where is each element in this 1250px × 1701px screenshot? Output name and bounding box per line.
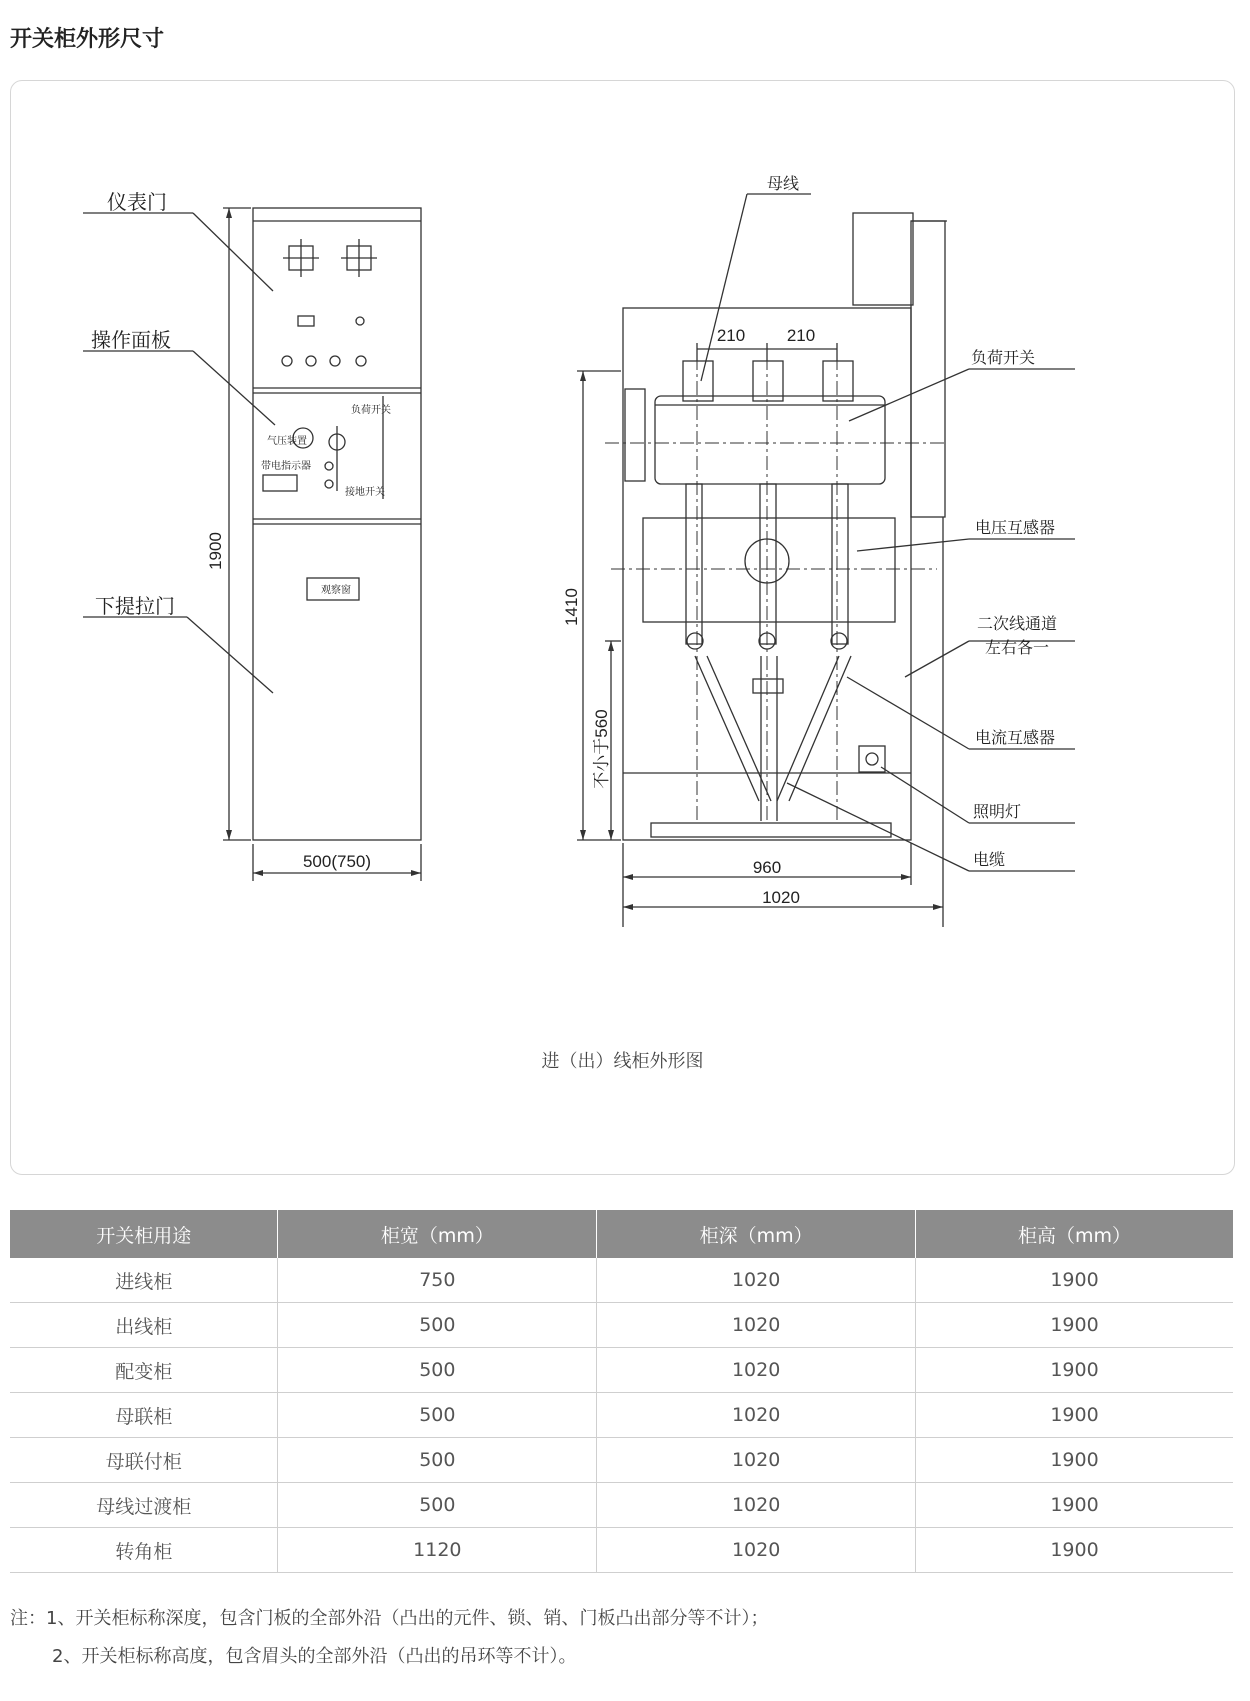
cell-usage: 母线过渡柜 [10, 1483, 278, 1528]
label-busbar: 母线 [767, 174, 800, 193]
label-cable: 电缆 [973, 850, 1006, 869]
table-row [10, 1483, 1233, 1528]
cell-depth: 1020 [597, 1393, 916, 1438]
label-live-indicator: 带电指示器 [261, 461, 311, 472]
page-title: 开关柜外形尺寸 [10, 27, 165, 52]
col-usage: 开关柜用途 [10, 1210, 278, 1258]
table-header-row [10, 1210, 1233, 1258]
dim-pitch-210-b: 210 [786, 326, 816, 345]
label-lower-door: 下提拉门 [95, 594, 175, 618]
cell-depth: 1020 [597, 1438, 916, 1483]
dimension-table [10, 1210, 1233, 1573]
note-1: 注：1、开关柜标称深度，包含门板的全部外沿（凸出的元件、锁、销、门板凸出部分等不计）； [10, 1608, 769, 1629]
cell-usage: 进线柜 [10, 1258, 278, 1303]
cell-height: 1900 [916, 1393, 1233, 1438]
cell-depth: 1020 [597, 1303, 916, 1348]
label-voltage-transformer: 电压互感器 [975, 518, 1056, 537]
label-observation-window: 观察窗 [321, 585, 351, 596]
table-row [10, 1348, 1233, 1393]
cell-width: 500 [278, 1438, 597, 1483]
table-row [10, 1258, 1233, 1303]
cell-width: 500 [278, 1303, 597, 1348]
figure-caption: 进（出）线柜外形图 [541, 1051, 704, 1072]
cell-depth: 1020 [597, 1258, 916, 1303]
dim-depth-1020: 1020 [762, 888, 800, 907]
cell-height: 1900 [916, 1258, 1233, 1303]
cell-usage: 配变柜 [10, 1348, 278, 1393]
dim-depth-960: 960 [752, 858, 782, 877]
table-row [10, 1528, 1233, 1573]
cell-width: 500 [278, 1483, 597, 1528]
label-current-transformer: 电流互感器 [975, 728, 1056, 747]
label-secondary-channel: 二次线通道 [977, 614, 1058, 633]
dim-height-1410: 1410 [562, 588, 581, 626]
cell-width: 1120 [278, 1528, 597, 1573]
cell-width: 500 [278, 1348, 597, 1393]
label-meter-door: 仪表门 [107, 190, 167, 214]
col-height: 柜高（mm） [916, 1210, 1233, 1258]
cell-width: 500 [278, 1393, 597, 1438]
cell-width: 750 [278, 1258, 597, 1303]
cell-usage: 出线柜 [10, 1303, 278, 1348]
cell-usage: 母联柜 [10, 1393, 278, 1438]
cell-height: 1900 [916, 1348, 1233, 1393]
dim-pitch-210-a: 210 [716, 326, 746, 345]
col-width: 柜宽（mm） [278, 1210, 597, 1258]
dim-min-560: 不小于560 [592, 709, 611, 789]
table-row [10, 1393, 1233, 1438]
label-panel-load-switch: 负荷开关 [351, 405, 391, 416]
cell-height: 1900 [916, 1483, 1233, 1528]
dim-height-1900: 1900 [206, 532, 225, 570]
label-each-side: 左右各一 [985, 638, 1050, 657]
dim-width-500-750: 500(750) [302, 852, 372, 871]
drawing-panel [10, 80, 1235, 1175]
cell-depth: 1020 [597, 1528, 916, 1573]
cell-depth: 1020 [597, 1348, 916, 1393]
label-load-switch: 负荷开关 [971, 348, 1036, 367]
label-gas-pressure: 气压装置 [267, 436, 307, 447]
cabinet-drawing [11, 81, 1234, 1174]
label-operation-panel: 操作面板 [91, 328, 171, 352]
label-panel-earth-switch: 接地开关 [345, 487, 385, 498]
cell-height: 1900 [916, 1438, 1233, 1483]
cell-height: 1900 [916, 1303, 1233, 1348]
cell-usage: 母联付柜 [10, 1438, 278, 1483]
col-depth: 柜深（mm） [597, 1210, 916, 1258]
cell-depth: 1020 [597, 1483, 916, 1528]
cell-usage: 转角柜 [10, 1528, 278, 1573]
label-lighting: 照明灯 [973, 802, 1022, 821]
note-2: 2、开关柜标称高度，包含眉头的全部外沿（凸出的吊环等不计）。 [52, 1646, 577, 1667]
cell-height: 1900 [916, 1528, 1233, 1573]
table-row [10, 1303, 1233, 1348]
table-row [10, 1438, 1233, 1483]
notes [10, 1600, 768, 1676]
